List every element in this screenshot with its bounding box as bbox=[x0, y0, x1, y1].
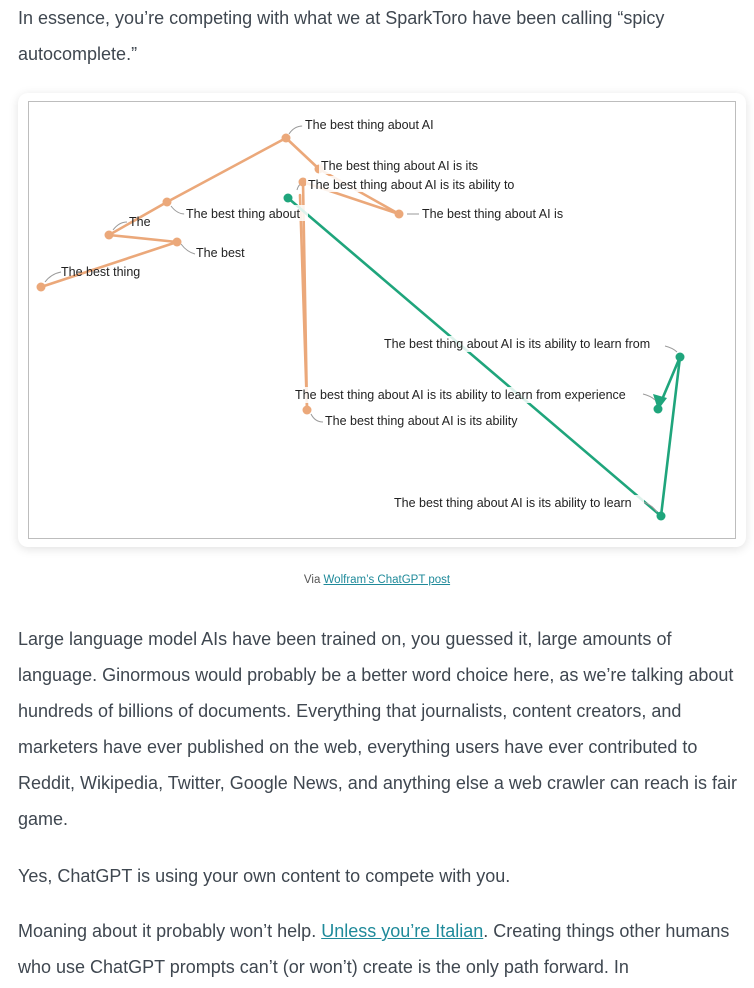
leader-best bbox=[181, 244, 195, 254]
caption-prefix: Via bbox=[303, 574, 324, 586]
node-start-green bbox=[284, 194, 293, 203]
node-ai bbox=[282, 134, 291, 143]
p3-text-after: . Creating things other humans who use ChatGPT prompts can’t (or won’t) create is the only path forward. In bbox=[18, 921, 730, 977]
node-experience bbox=[654, 405, 663, 414]
figure-card bbox=[18, 93, 746, 547]
label-aiis: The best thing about AI is bbox=[422, 207, 564, 221]
leader-ai bbox=[289, 126, 303, 134]
label-isits: The best thing about AI is its bbox=[321, 159, 479, 173]
node-ability bbox=[303, 406, 312, 415]
leader-experience bbox=[643, 394, 655, 400]
node-learnfrom bbox=[676, 353, 685, 362]
unless-italian-link[interactable]: Unless you’re Italian bbox=[321, 921, 484, 941]
label-about: The best thing about bbox=[186, 207, 300, 221]
label-experience: The best thing about AI is its ability to learn from experience bbox=[295, 388, 626, 402]
edge-abilityto-learn bbox=[288, 198, 661, 516]
intro-line-2: autocomplete.” bbox=[18, 44, 138, 64]
body-paragraph-2: Yes, ChatGPT is using your own content to compete with you. bbox=[18, 866, 511, 886]
node-best bbox=[173, 238, 182, 247]
label-the: The bbox=[129, 215, 151, 229]
label-thing: The best thing bbox=[61, 265, 141, 279]
node-aiis bbox=[395, 210, 404, 219]
label-learn: The best thing about AI is its ability to learn bbox=[394, 496, 632, 510]
node-about bbox=[163, 198, 172, 207]
leader-about bbox=[171, 206, 185, 214]
node-the bbox=[105, 231, 114, 240]
edge-ai-isits bbox=[286, 138, 319, 169]
label-abilityto: The best thing about AI is its ability to bbox=[308, 178, 515, 192]
figure-caption bbox=[0, 574, 754, 586]
label-ability: The best thing about AI is its ability bbox=[325, 414, 518, 428]
word-path-diagram bbox=[29, 102, 735, 538]
label-best: The best bbox=[196, 246, 245, 260]
body-paragraph-3 bbox=[18, 913, 746, 985]
label-learnfrom: The best thing about AI is its ability to learn from bbox=[384, 337, 651, 351]
p3-text-before: Moaning about it probably won’t help. bbox=[18, 921, 322, 941]
intro-paragraph bbox=[18, 0, 746, 72]
caption-source-link[interactable]: Wolfram’s ChatGPT post bbox=[323, 574, 451, 586]
figure-frame bbox=[28, 101, 736, 539]
edge-best-the bbox=[109, 235, 177, 242]
node-learn bbox=[657, 512, 666, 521]
leader-learnfrom bbox=[665, 346, 677, 352]
leader-ability bbox=[311, 414, 323, 422]
body-paragraph-1: Large language model AIs have been trained on, you guessed it, large amounts of language. Ginormous would probably be a better word choice here, as we’re talking about hundreds of billions of documents. Everything that journalists, content creators, and marketers have ever published on the web, everything users have ever contributed to Reddit, Wikipedia, Twitter, Google News, and anything else a web crawler can reach is fair game. bbox=[18, 629, 738, 829]
label-ai: The best thing about AI bbox=[305, 118, 434, 132]
intro-line-1: In essence, you’re competing with what we at SparkToro have been calling “spicy bbox=[18, 8, 665, 28]
edge-about-ai bbox=[167, 138, 286, 202]
node-thing bbox=[37, 283, 46, 292]
